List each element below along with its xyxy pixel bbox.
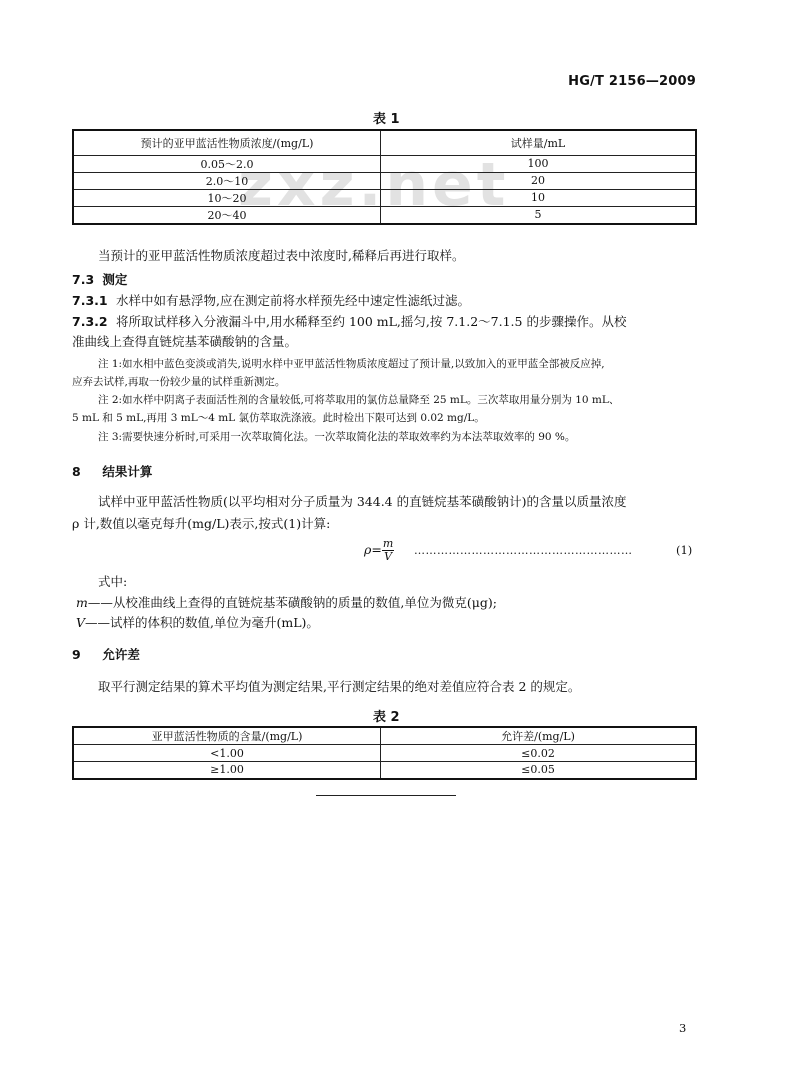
table-cell: 0.05～2.0 [73, 155, 381, 172]
clause-text: 水样中如有悬浮物,应在测定前将水样预先经中速定性滤纸过滤。 [116, 293, 470, 308]
paragraph: ρ 计,数值以毫克每升(mg/L)表示,按式(1)计算: [72, 516, 331, 531]
formula-fraction [382, 538, 394, 563]
table-row [73, 206, 696, 224]
table-cell: 20 [381, 172, 697, 189]
table-cell: 10～20 [73, 189, 381, 206]
clause-text: 将所取试样移入分液漏斗中,用水稀释至约 100 mL,摇匀,按 7.1.2～7.1.5 的步骤操作。从校 [116, 314, 627, 329]
note-line: 注 3:需要快速分析时,可采用一次萃取简化法。一次萃取简化法的萃取效率约为本法萃取效率的 90 %。 [98, 431, 576, 443]
table-row [73, 155, 696, 172]
table2-caption: 表 2 [373, 710, 400, 725]
variable-definition [76, 614, 319, 631]
formula-lhs: ρ= [364, 542, 382, 557]
section-title: 结果计算 [102, 464, 153, 479]
watermark: zxz.net [238, 150, 510, 220]
note-line: 5 mL 和 5 mL,再用 3 mL～4 mL 氯仿萃取洗涤液。此时检出下限可达到 0.02 mg/L。 [72, 412, 485, 424]
table-row [73, 172, 696, 189]
variable-text: ——从校准曲线上查得的直链烷基苯磺酸钠的质量的数值,单位为微克(μg); [87, 595, 497, 610]
table-cell: 100 [381, 155, 697, 172]
variable-definition [76, 594, 497, 611]
section-title: 允许差 [102, 647, 140, 662]
table-cell: 20～40 [73, 206, 381, 224]
formula-number: (1) [676, 543, 693, 557]
formula [364, 538, 394, 563]
table1-caption: 表 1 [373, 112, 400, 127]
table1 [72, 129, 697, 225]
table-cell: 2.0～10 [73, 172, 381, 189]
end-of-text-rule [316, 795, 456, 796]
variable-symbol: V [76, 615, 86, 630]
variable-text: ——试样的体积的数值,单位为毫升(mL)。 [85, 615, 319, 630]
paragraph: 试样中亚甲蓝活性物质(以平均相对分子质量为 344.4 的直链烷基苯磺酸钠计)的含量以质量浓度 [98, 494, 627, 509]
note-line: 注 1:如水相中蓝色变淡或消失,说明水样中亚甲蓝活性物质浓度超过了预计量,以致加入的亚甲蓝全部被反应掉, [98, 358, 605, 370]
where-label: 式中: [98, 574, 128, 589]
paragraph: 取平行测定结果的算术平均值为测定结果,平行测定结果的绝对差值应符合表 2 的规定。 [98, 679, 581, 694]
formula-denominator: V [384, 550, 393, 563]
section-title: 测定 [102, 272, 128, 287]
table-cell: <1.00 [73, 745, 381, 762]
table-header-row [73, 727, 696, 745]
table-header-cell: 亚甲蓝活性物质的含量/(mg/L) [73, 727, 381, 745]
clause-7-3-2 [72, 313, 626, 330]
note-line: 注 2:如水样中阴离子表面活性剂的含量较低,可将萃取用的氯仿总量降至 25 mL。三次萃取用量分别为 10 mL、 [98, 394, 620, 406]
table-cell: ≤0.05 [381, 762, 697, 779]
section-number: 9 [72, 647, 81, 662]
table-cell: ≥1.00 [73, 762, 381, 779]
table-cell: ≤0.02 [381, 745, 697, 762]
table-row [73, 189, 696, 206]
table-cell: 10 [381, 189, 697, 206]
section-heading-9 [72, 645, 140, 663]
section-number: 8 [72, 464, 81, 479]
table-header-cell: 试样量/mL [381, 130, 697, 155]
table-header-row [73, 130, 696, 155]
table-row [73, 745, 696, 762]
table-header-cell: 预计的亚甲蓝活性物质浓度/(mg/L) [73, 130, 381, 155]
clause-text-continued: 准曲线上查得直链烷基苯磺酸钠的含量。 [72, 334, 298, 349]
clause-7-3-1 [72, 292, 470, 309]
page-number: 3 [679, 1021, 687, 1035]
table-header-cell: 允许差/(mg/L) [381, 727, 697, 745]
formula-leader-dots: ………………………………………………… [414, 544, 633, 557]
note-line: 应弃去试样,再取一份较少量的试样重新测定。 [72, 376, 286, 388]
variable-symbol: m [76, 595, 88, 610]
formula-numerator: m [382, 537, 394, 550]
section-heading-8 [72, 462, 152, 480]
clause-number: 7.3.1 [72, 293, 108, 308]
paragraph: 当预计的亚甲蓝活性物质浓度超过表中浓度时,稀释后再进行取样。 [98, 248, 465, 263]
section-number: 7.3 [72, 272, 95, 287]
standard-code: HG/T 2156—2009 [568, 74, 696, 89]
table2 [72, 726, 697, 780]
table-cell: 5 [381, 206, 697, 224]
clause-number: 7.3.2 [72, 314, 108, 329]
table-row [73, 762, 696, 779]
section-heading-7-3 [72, 270, 127, 288]
